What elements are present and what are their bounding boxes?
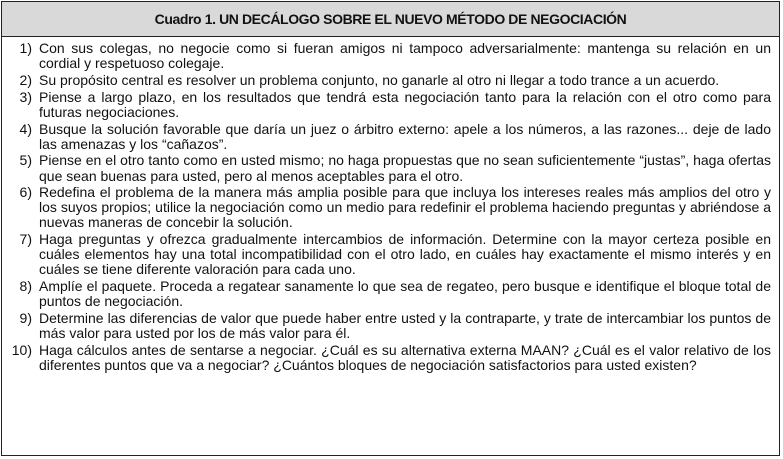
item-text: Piense a largo plazo, en los resultados que tendrá esta negociación tanto para la relación con el otro como para futuras negociaciones.: [39, 88, 771, 120]
item-number: 10): [11, 341, 32, 358]
list-item: [8, 122, 771, 152]
item-number: 9): [19, 310, 32, 327]
list-item: [8, 73, 771, 88]
item-number: 4): [19, 120, 32, 137]
item-number: 8): [19, 278, 32, 295]
item-number: 5): [19, 152, 32, 169]
item-text: Redefina el problema de la manera más amplia posible para que incluya los intereses reales más amplios del otro y los suyos propios; utilice la negociación como un medio para redefinir el problema haciendo preguntas y abriéndose a nuevas maneras de concebir la solución.: [39, 184, 771, 231]
item-number: 6): [19, 184, 32, 201]
item-text: Haga preguntas y ofrezca gradualmente intercambios de información. Determine con la mayor certeza posible en cuáles elementos hay una total incompatibilidad con el otro lado, en cuáles hay exactamente el mismo interés y en cuáles se tiene diferente valoración para cada uno.: [39, 231, 771, 278]
list-item: [8, 185, 771, 230]
item-text: Piense en el otro tanto como en usted mismo; no haga propuestas que no sean suficientemente “justas”, haga ofertas que sean buenas para usted, pero al menos aceptables para el otro.: [39, 152, 771, 184]
list-item: [8, 90, 771, 120]
list-item: [8, 153, 771, 183]
item-number: 7): [19, 231, 32, 248]
item-text: Con sus colegas, no negocie como si fueran amigos ni tampoco adversarialmente: mantenga su relación en un cordial y respetuoso colegaje.: [39, 40, 771, 72]
item-text: Busque la solución favorable que daría un juez o árbitro externo: apele a los números, a las razones... deje de lado las amenazas y los “cañazos”.: [39, 120, 771, 152]
decalogue-list: [2, 37, 779, 373]
decalogue-table: [1, 1, 780, 456]
item-text: Amplíe el paquete. Proceda a regatear sanamente lo que sea de regateo, pero busque e identifique el bloque total de puntos de negociación.: [39, 278, 771, 310]
list-item: [8, 343, 771, 373]
item-text: Determine las diferencias de valor que puede haber entre usted y la contraparte, y trate de intercambiar los puntos de más valor para usted por los de más valor para él.: [39, 310, 771, 342]
list-item: [8, 279, 771, 309]
list-item: [8, 41, 771, 71]
list-item: [8, 232, 771, 277]
item-text: Su propósito central es resolver un problema conjunto, no ganarle al otro ni llegar a todo trance a un acuerdo.: [39, 71, 720, 88]
item-text: Haga cálculos antes de sentarse a negociar. ¿Cuál es su alternativa externa MAAN? ¿Cuál es el valor relativo de los diferentes puntos que va a negociar? ¿Cuántos bloques de negociación satisfactorios para usted existen?: [39, 341, 771, 374]
list-item: [8, 311, 771, 341]
item-number: 1): [19, 40, 32, 56]
item-number: 3): [19, 88, 32, 105]
item-number: 2): [19, 71, 32, 88]
table-title: Cuadro 1. UN DECÁLOGO SOBRE EL NUEVO MÉTODO DE NEGOCIACIÓN: [2, 2, 779, 37]
